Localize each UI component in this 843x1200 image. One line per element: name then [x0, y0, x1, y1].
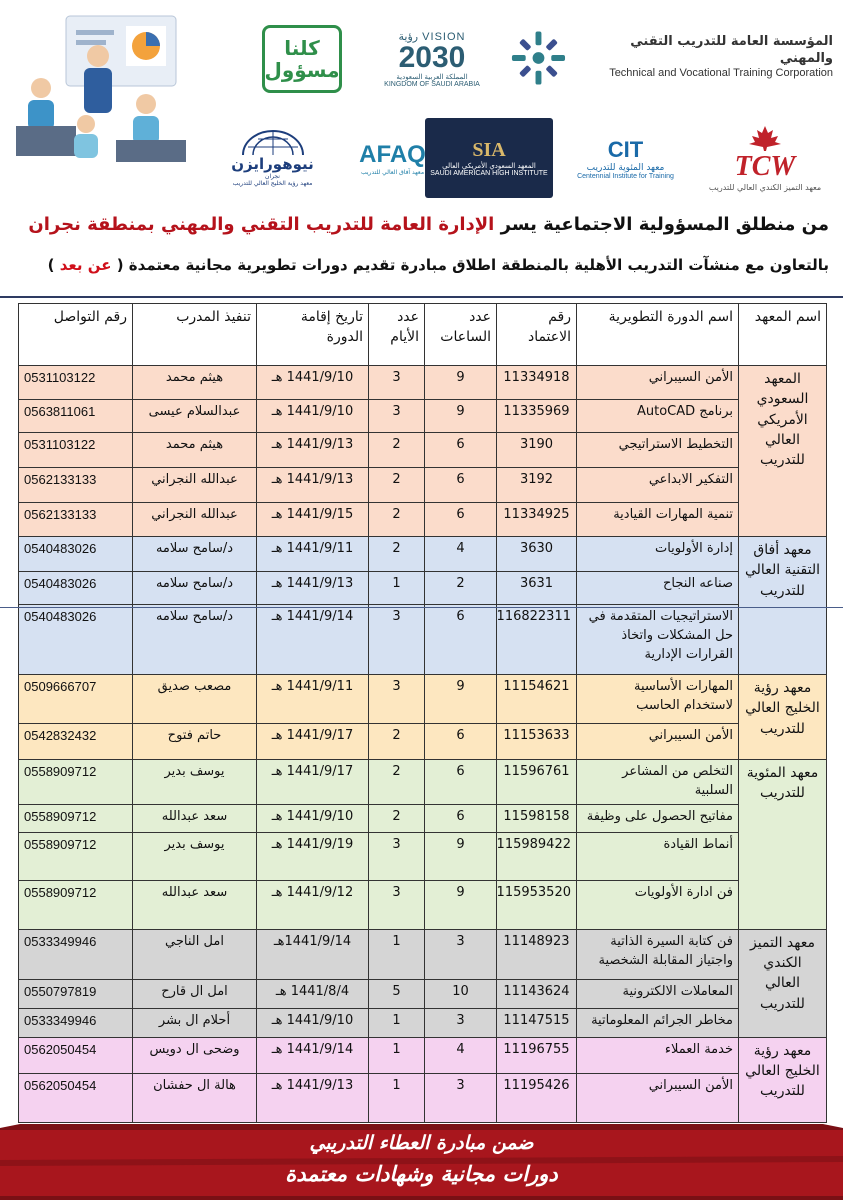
section-divider — [0, 296, 843, 298]
accreditation-cell: 3631 — [497, 572, 577, 605]
date-cell: 1441/9/11 هـ — [257, 675, 369, 724]
vision-2030-logo — [372, 20, 492, 98]
phone-cell: 0531103122 — [19, 366, 133, 400]
accreditation-cell: 3192 — [497, 468, 577, 503]
accreditation-cell: 115953520 — [497, 880, 577, 929]
trainer-cell: يوسف بدير — [133, 832, 257, 880]
vision-kingdom-ar: المملكة العربية السعودية — [396, 74, 468, 81]
header-logos — [0, 0, 843, 205]
hours-cell: 9 — [425, 832, 497, 880]
accreditation-cell: 11598158 — [497, 804, 577, 832]
intro-line-1 — [14, 214, 829, 235]
hours-cell: 6 — [425, 605, 497, 675]
accreditation-cell: 11334918 — [497, 366, 577, 400]
phone-cell: 0563811061 — [19, 400, 133, 433]
date-cell: 1441/9/14هـ — [257, 929, 369, 979]
course-cell: الأمن السيبراني — [577, 366, 739, 400]
trainer-cell: عبدالسلام عيسى — [133, 400, 257, 433]
header-institute: اسم المعهد — [739, 304, 827, 366]
table-row — [19, 1073, 827, 1122]
tcw-sub: معهد التميز الكندي العالي للتدريب — [708, 182, 822, 192]
course-cell: إدارة الأولويات — [577, 537, 739, 572]
institute-name-cell: معهد رؤية الخليج العالي للتدريب — [739, 1037, 827, 1122]
phone-cell: 0533349946 — [19, 1008, 133, 1037]
hours-cell: 10 — [425, 979, 497, 1008]
intro-line-2 — [14, 256, 829, 274]
table-row — [19, 605, 827, 675]
course-cell: فن ادارة الأولويات — [577, 880, 739, 929]
days-cell: 3 — [369, 675, 425, 724]
globe-icon — [238, 129, 308, 155]
trainer-cell: د/سامح سلامه — [133, 605, 257, 675]
days-cell: 1 — [369, 1073, 425, 1122]
course-cell: أنماط القيادة — [577, 832, 739, 880]
days-cell: 2 — [369, 804, 425, 832]
accreditation-cell: 11148923 — [497, 929, 577, 979]
phone-cell: 0542832432 — [19, 724, 133, 760]
trainer-cell: عبدالله النجراني — [133, 503, 257, 537]
trainer-cell: يوسف بدير — [133, 760, 257, 805]
header-course: اسم الدورة التطويرية — [577, 304, 739, 366]
trainer-cell: د/سامح سلامه — [133, 537, 257, 572]
hours-cell: 6 — [425, 724, 497, 760]
cit-sub-ar: معهد المئوية للتدريب — [586, 162, 665, 173]
table-row — [19, 724, 827, 760]
sia-mark: SIA — [472, 139, 506, 161]
institute-name-cell: معهد التميز الكندي العالي للتدريب — [739, 929, 827, 1037]
intro-line-2-highlight: عن بعد — [59, 256, 112, 274]
header-hours: عدد الساعات — [425, 304, 497, 366]
header-date: تاريخ إقامة الدورة — [257, 304, 369, 366]
table-row — [19, 503, 827, 537]
hours-cell: 6 — [425, 804, 497, 832]
tvtc-emblem-icon — [508, 27, 569, 89]
cit-logo — [558, 118, 693, 198]
institute-name-cell: معهد رؤية الخليج العالي للتدريب — [739, 675, 827, 760]
masool-word: مسؤول — [264, 58, 340, 82]
sia-sub-ar: المعهد السعودي الأمريكي العالي — [442, 162, 536, 170]
hours-cell: 2 — [425, 572, 497, 605]
days-cell: 5 — [369, 979, 425, 1008]
table-row — [19, 760, 827, 805]
hours-cell: 6 — [425, 433, 497, 468]
date-cell: 1441/9/11 هـ — [257, 537, 369, 572]
nh-sub: معهد رؤية الخليج العالي للتدريب — [232, 180, 313, 187]
institute-name-cell: معهد أفاق التقنية العالي للتدريب — [739, 537, 827, 675]
course-cell: الاستراتيجيات المتقدمة في حل المشكلات واتخاذ القرارات الإدارية — [577, 605, 739, 675]
trainer-cell: د/سامح سلامه — [133, 572, 257, 605]
table-row — [19, 1037, 827, 1073]
header-days: عدد الأيام — [369, 304, 425, 366]
phone-cell: 0558909712 — [19, 832, 133, 880]
accreditation-cell: 11596761 — [497, 760, 577, 805]
days-cell: 2 — [369, 537, 425, 572]
course-cell: فن كتابة السيرة الذاتية واجتياز المقابلة الشخصية — [577, 929, 739, 979]
date-cell: 1441/9/14 هـ — [257, 1037, 369, 1073]
hours-cell: 3 — [425, 929, 497, 979]
vision-kingdom-en: KINGDOM OF SAUDI ARABIA — [384, 81, 480, 88]
date-cell: 1441/9/13 هـ — [257, 1073, 369, 1122]
date-cell: 1441/9/13 هـ — [257, 468, 369, 503]
date-cell: 1441/9/10 هـ — [257, 1008, 369, 1037]
accreditation-cell: 11195426 — [497, 1073, 577, 1122]
tcw-mark: TCW — [734, 150, 796, 182]
phone-cell: 0540483026 — [19, 605, 133, 675]
course-cell: مخاطر الجرائم المعلوماتية — [577, 1008, 739, 1037]
hours-cell: 9 — [425, 675, 497, 724]
accreditation-cell: 11154621 — [497, 675, 577, 724]
table-row — [19, 366, 827, 400]
maple-leaf-icon — [745, 125, 785, 151]
table-row — [19, 468, 827, 503]
fold-line — [0, 607, 843, 608]
hours-cell: 3 — [425, 1073, 497, 1122]
intro-line-1-a: من منطلق المسؤولية الاجتماعية يسر — [500, 214, 829, 235]
tvtc-name-en: Technical and Vocational Training Corporation — [609, 66, 833, 79]
phone-cell: 0562133133 — [19, 503, 133, 537]
afaq-sub: معهد آفاق العالي للتدريب — [360, 168, 425, 176]
accreditation-cell: 11334925 — [497, 503, 577, 537]
tcw-logo — [705, 118, 825, 198]
days-cell: 2 — [369, 760, 425, 805]
accreditation-cell: 11143624 — [497, 979, 577, 1008]
cit-mark: CIT — [607, 136, 644, 162]
phone-cell: 0558909712 — [19, 880, 133, 929]
table-row — [19, 832, 827, 880]
new-horizons-logo — [215, 118, 330, 198]
table-row — [19, 537, 827, 572]
days-cell: 3 — [369, 400, 425, 433]
phone-cell: 0509666707 — [19, 675, 133, 724]
phone-cell: 0562050454 — [19, 1073, 133, 1122]
course-cell: مفاتيح الحصول على وظيفة — [577, 804, 739, 832]
afaq-mark: AFAQ — [359, 140, 426, 168]
vision-year: 2030 — [398, 41, 466, 74]
days-cell: 1 — [369, 572, 425, 605]
phone-cell: 0540483026 — [19, 537, 133, 572]
course-cell: التخطيط الاستراتيجي — [577, 433, 739, 468]
kulluna-word: كلنا — [284, 36, 320, 60]
date-cell: 1441/9/12 هـ — [257, 880, 369, 929]
phone-cell: 0558909712 — [19, 760, 133, 805]
table-row — [19, 880, 827, 929]
footer-line-2: دورات مجانية وشهادات معتمدة — [285, 1162, 558, 1186]
table-header-row — [19, 304, 827, 366]
hours-cell: 9 — [425, 366, 497, 400]
tvtc-logo — [508, 20, 833, 95]
hours-cell: 4 — [425, 537, 497, 572]
days-cell: 2 — [369, 503, 425, 537]
courses-table — [18, 303, 827, 1123]
date-cell: 1441/9/15 هـ — [257, 503, 369, 537]
header-phone: رقم التواصل — [19, 304, 133, 366]
date-cell: 1441/9/10 هـ — [257, 400, 369, 433]
afaq-logo — [340, 118, 445, 198]
table-body — [19, 366, 827, 1123]
accreditation-cell: 11153633 — [497, 724, 577, 760]
course-cell: المعاملات الالكترونية — [577, 979, 739, 1008]
trainer-cell: هالة ال حفشان — [133, 1073, 257, 1122]
intro-line-2-c: ) — [47, 256, 55, 274]
nh-city: نجران — [265, 173, 280, 180]
trainer-cell: سعد عبدالله — [133, 804, 257, 832]
days-cell: 1 — [369, 1037, 425, 1073]
table-row — [19, 400, 827, 433]
date-cell: 1441/8/4 هـ — [257, 979, 369, 1008]
course-cell: الأمن السيبراني — [577, 1073, 739, 1122]
table-row — [19, 804, 827, 832]
days-cell: 3 — [369, 832, 425, 880]
trainer-cell: عبدالله النجراني — [133, 468, 257, 503]
table-row — [19, 675, 827, 724]
intro-line-1-highlight: الإدارة العامة للتدريب التقني والمهني بمنطقة نجران — [28, 214, 495, 235]
date-cell: 1441/9/19 هـ — [257, 832, 369, 880]
hours-cell: 9 — [425, 880, 497, 929]
table-row — [19, 1008, 827, 1037]
course-cell: برنامج AutoCAD — [577, 400, 739, 433]
accreditation-cell: 115989422 — [497, 832, 577, 880]
accreditation-cell: 3190 — [497, 433, 577, 468]
hours-cell: 6 — [425, 503, 497, 537]
tvtc-name-ar: المؤسسة العامة للتدريب التقني والمهني — [630, 34, 833, 66]
date-cell: 1441/9/17 هـ — [257, 724, 369, 760]
accreditation-cell: 11335969 — [497, 400, 577, 433]
cit-sub-en: Centennial Institute for Training — [577, 172, 674, 180]
table-row — [19, 572, 827, 605]
footer-line-1: ضمن مبادرة العطاء التدريبي — [309, 1132, 534, 1154]
accreditation-cell: 11196755 — [497, 1037, 577, 1073]
phone-cell: 0531103122 — [19, 433, 133, 468]
course-cell: المهارات الأساسية لاستخدام الحاسب — [577, 675, 739, 724]
trainer-cell: امل ال قارح — [133, 979, 257, 1008]
days-cell: 2 — [369, 724, 425, 760]
footer-banner — [0, 1120, 843, 1200]
header-trainer: تنفيذ المدرب — [133, 304, 257, 366]
trainer-cell: حاتم فتوح — [133, 724, 257, 760]
hours-cell: 4 — [425, 1037, 497, 1073]
trainer-cell: امل الناجي — [133, 929, 257, 979]
course-cell: تنمية المهارات القيادية — [577, 503, 739, 537]
phone-cell: 0562050454 — [19, 1037, 133, 1073]
trainer-cell: وضحى ال دويس — [133, 1037, 257, 1073]
course-cell: التفكير الابداعي — [577, 468, 739, 503]
hours-cell: 6 — [425, 468, 497, 503]
hours-cell: 6 — [425, 760, 497, 805]
date-cell: 1441/9/13 هـ — [257, 572, 369, 605]
trainer-cell: سعد عبدالله — [133, 880, 257, 929]
table-row — [19, 929, 827, 979]
trainer-cell: أحلام ال بشر — [133, 1008, 257, 1037]
intro-line-2-a: بالتعاون مع منشآت التدريب الأهلية بالمنطقة اطلاق مبادرة تقديم دورات تطويرية مجانية معتمدة ( — [116, 256, 829, 274]
date-cell: 1441/9/13 هـ — [257, 433, 369, 468]
table-row — [19, 433, 827, 468]
table-row — [19, 979, 827, 1008]
days-cell: 3 — [369, 880, 425, 929]
nh-mark: نيوهورايزن — [231, 155, 314, 173]
course-cell: التخلص من المشاعر السلبية — [577, 760, 739, 805]
days-cell: 3 — [369, 605, 425, 675]
sia-sub-en: SAUDI AMERICAN HIGH INSTITUTE — [430, 170, 548, 177]
days-cell: 3 — [369, 366, 425, 400]
hours-cell: 3 — [425, 1008, 497, 1037]
phone-cell: 0558909712 — [19, 804, 133, 832]
accreditation-cell: 116822311 — [497, 605, 577, 675]
header-accreditation: رقم الاعتماد — [497, 304, 577, 366]
accreditation-cell: 11147515 — [497, 1008, 577, 1037]
phone-cell: 0533349946 — [19, 929, 133, 979]
institute-name-cell: معهد المئوية للتدريب — [739, 760, 827, 930]
days-cell: 2 — [369, 468, 425, 503]
training-illustration — [6, 8, 196, 168]
phone-cell: 0550797819 — [19, 979, 133, 1008]
phone-cell: 0540483026 — [19, 572, 133, 605]
course-cell: خدمة العملاء — [577, 1037, 739, 1073]
date-cell: 1441/9/17 هـ — [257, 760, 369, 805]
trainer-cell: هيثم محمد — [133, 433, 257, 468]
date-cell: 1441/9/14 هـ — [257, 605, 369, 675]
course-cell: صناعه النجاح — [577, 572, 739, 605]
days-cell: 1 — [369, 1008, 425, 1037]
kulluna-masool-logo — [262, 25, 342, 93]
hours-cell: 9 — [425, 400, 497, 433]
days-cell: 1 — [369, 929, 425, 979]
days-cell: 2 — [369, 433, 425, 468]
course-cell: الأمن السيبراني — [577, 724, 739, 760]
institute-name-cell: المعهد السعودي الأمريكي العالي للتدريب — [739, 366, 827, 537]
phone-cell: 0562133133 — [19, 468, 133, 503]
trainer-cell: مصعب صديق — [133, 675, 257, 724]
trainer-cell: هيثم محمد — [133, 366, 257, 400]
date-cell: 1441/9/10 هـ — [257, 366, 369, 400]
date-cell: 1441/9/10 هـ — [257, 804, 369, 832]
accreditation-cell: 3630 — [497, 537, 577, 572]
vision-label: VISION رؤية — [398, 31, 466, 43]
